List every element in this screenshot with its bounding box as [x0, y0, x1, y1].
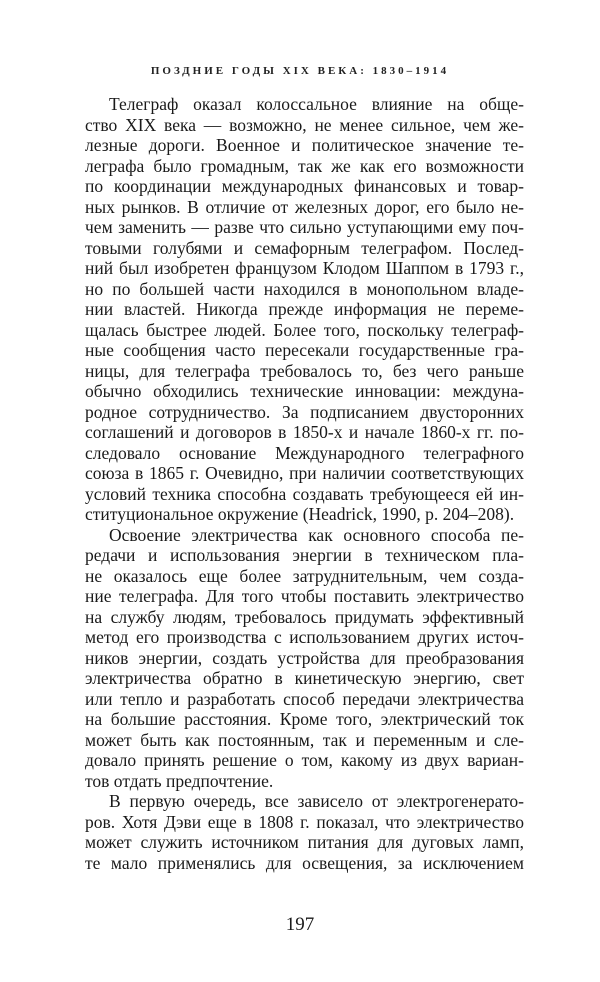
text-line: родное сотрудничество. За подписанием двусторонних — [85, 401, 524, 422]
paragraph — [85, 94, 524, 525]
text-line: ство XIX века — возможно, не менее сильное, чем же- — [85, 114, 524, 135]
paragraph — [85, 791, 524, 873]
text-line: ров. Хотя Дэви еще в 1808 г. показал, что электричество — [85, 811, 524, 832]
text-line: союза в 1865 г. Очевидно, при наличии соответствующих — [85, 463, 524, 483]
text-line: по координации международных финансовых и товар- — [85, 176, 524, 196]
text-line: ников энергии, создать устройства для преобразования — [85, 647, 524, 668]
text-line: Телеграф оказал колоссальное влияние на обще- — [109, 94, 524, 114]
text-line: не оказалось еще более затруднительным, чем созда- — [85, 565, 524, 586]
text-line: условий техника способна создавать требующееся ей ин- — [85, 483, 524, 504]
page-number: 197 — [285, 914, 315, 935]
text-line: ституциональное окружение (Headrick, 1990, p. 204–208). — [85, 504, 515, 524]
text-line: следовало основание Международного телеграфного — [85, 442, 524, 463]
text-line: на службу людям, требовалось придумать эффективный — [85, 606, 524, 627]
text-line: довало принять решение о том, какому из двух вариан- — [85, 750, 524, 770]
running-header: ПОЗДНИЕ ГОДЫ XIX ВЕКА: 1830–1914 — [150, 65, 450, 77]
text-line: щалась быстрее людей. Более того, поскольку телеграф- — [85, 319, 524, 340]
text-line: электричества обратно в кинетическую энергию, свет — [85, 668, 524, 688]
text-line: может быть как постоянным, так и переменным и сле- — [85, 729, 524, 750]
text-line: ние телеграфа. Для того чтобы поставить электричество — [85, 586, 524, 606]
page-body-text — [85, 94, 524, 873]
text-line: метод его производства с использованием других источ- — [85, 627, 524, 647]
text-line: или тепло и разработать способ передачи электричества — [85, 688, 524, 709]
text-line: соглашений и договоров в 1850-х и начале 1860-х гг. по- — [85, 422, 524, 442]
text-line: нии властей. Никогда прежде информация не переме- — [85, 299, 524, 319]
text-line: леграфа было громадным, так же как его возможности — [85, 155, 524, 176]
text-line: может служить источником питания для дуговых ламп, — [85, 832, 524, 852]
text-line: тов отдать предпочтение. — [85, 770, 274, 791]
text-line: товыми голубями и семафорным телеграфом. Послед- — [85, 237, 524, 258]
text-line: ницы, для телеграфа требовалось то, без чего раньше — [85, 360, 524, 381]
text-line: чем заменить — разве что сильно уступающими ему поч- — [85, 217, 524, 237]
text-line: ные сообщения часто пересекали государственные гра- — [85, 340, 524, 360]
text-line: те мало применялись для освещения, за исключением — [85, 852, 524, 873]
text-line: Освоение электричества как основного способа пе- — [109, 524, 524, 545]
text-line: В первую очередь, все зависело от электрогенерато- — [109, 791, 524, 811]
text-line: обычно обходились технические инновации: междуна- — [85, 381, 524, 401]
text-line: но по большей части находился в монопольном владе- — [85, 278, 524, 299]
text-line: ных рынков. В отличие от железных дорог, его было не- — [85, 196, 524, 217]
text-line: ний был изобретен французом Клодом Шаппом в 1793 г., — [85, 258, 524, 278]
text-line: лезные дороги. Военное и политическое значение те- — [85, 135, 524, 155]
paragraph — [85, 525, 524, 792]
text-line: на большие расстояния. Кроме того, электрический ток — [85, 709, 524, 729]
text-line: редачи и использования энергии в техническом пла- — [85, 545, 524, 565]
